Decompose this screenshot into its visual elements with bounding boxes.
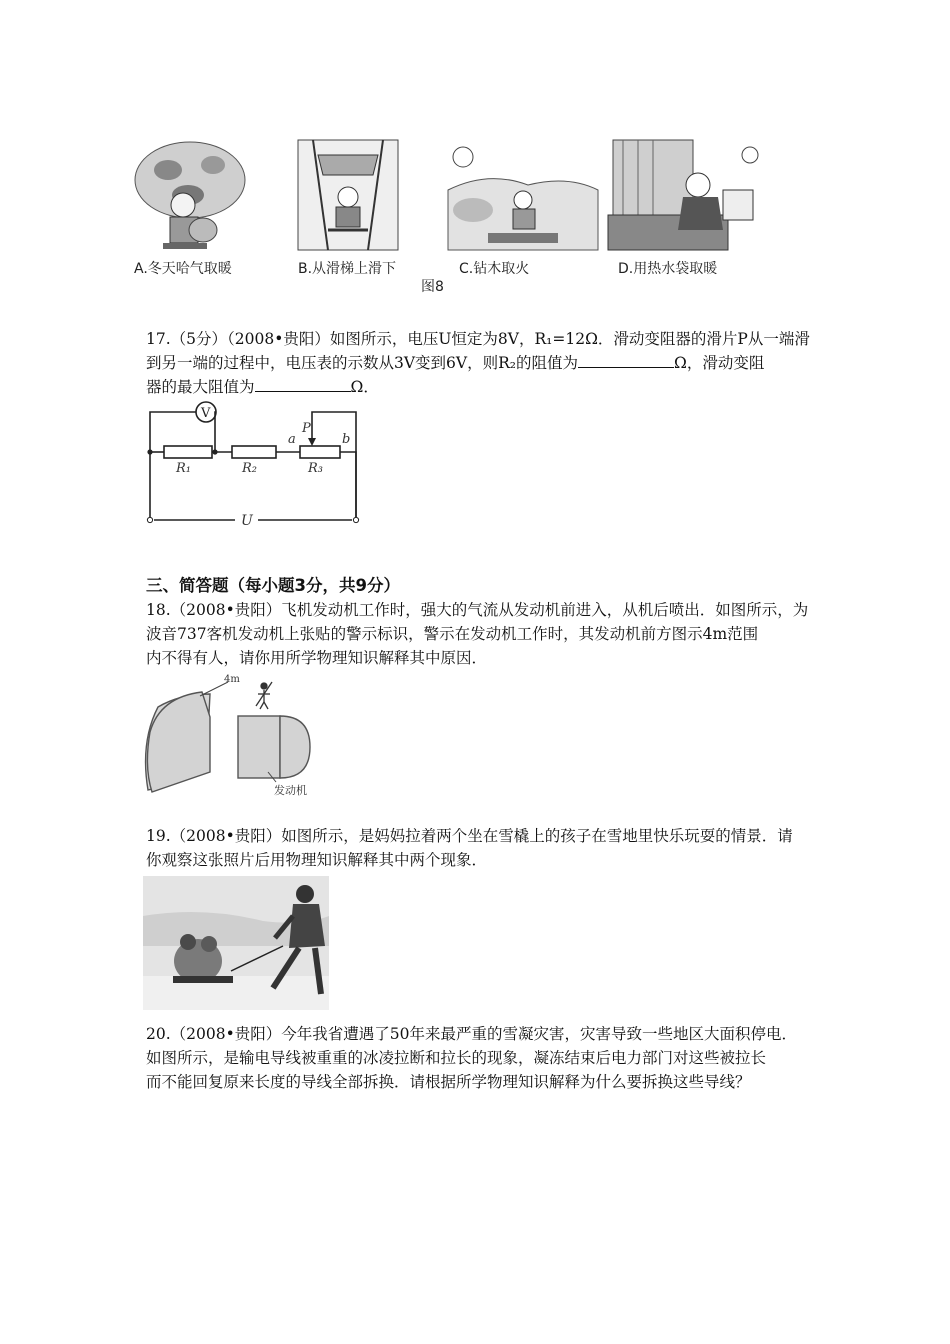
terminal-left	[147, 517, 152, 522]
resistor-r3	[300, 446, 340, 458]
resistor-r2	[232, 446, 276, 458]
question-17	[146, 327, 826, 399]
q17-line-1: 17.（5分）（2008•贵阳）如图所示，电压U恒定为8V，R₁=12Ω．滑动变阻器的滑片P从一端滑	[146, 330, 810, 348]
illustration-b	[298, 140, 398, 250]
label-u: U	[241, 513, 253, 529]
label-voltmeter: V	[201, 406, 211, 421]
caption-a: A.冬天哈气取暖	[134, 261, 232, 277]
illustration-a	[135, 142, 245, 249]
circuit-display	[140, 400, 370, 530]
q18-line-2: 波音737客机发动机上张贴的警示标识，警示在发动机工作时，其发动机前方图示4m范围	[146, 625, 759, 643]
label-a: a	[288, 432, 296, 447]
q17-line-3	[146, 375, 826, 399]
no-person-icon	[256, 682, 272, 709]
answer-blank-r3-max[interactable]	[255, 377, 351, 392]
resistor-r1	[164, 446, 212, 458]
wire-r3-right	[340, 452, 356, 520]
engine-nose	[280, 716, 310, 778]
q20-line-3: 而不能回复原来长度的导线全部拆换．请根据所学物理知识解释为什么要拆换这些导线？	[146, 1073, 751, 1091]
q20-line-2: 如图所示，是输电导线被重重的冰凌拉断和拉长的现象，凝冻结束后电力部门对这些被拉长	[146, 1049, 767, 1067]
q19-line-2: 你观察这张照片后用物理知识解释其中两个现象．	[146, 851, 488, 869]
engine-body	[238, 716, 280, 778]
slider-arrow	[308, 438, 316, 446]
q18-line-3: 内不得有人，请你用所学物理知识解释其中原因．	[146, 649, 488, 667]
q18-line-1: 18.（2008•贵阳）飞机发动机工作时，强大的气流从发动机前进入，从机后喷出．如图所示，为	[146, 601, 809, 619]
sled-photo-svg	[143, 876, 329, 1010]
caption-c: C.钻木取火	[459, 261, 530, 277]
danger-zone-left	[147, 692, 210, 792]
node-right	[212, 449, 217, 454]
question-18	[146, 598, 826, 670]
question-20	[146, 1022, 826, 1094]
q19-line-1: 19.（2008•贵阳）如图所示，是妈妈拉着两个坐在雪橇上的孩子在雪地里快乐玩耍的情景．请	[146, 827, 793, 845]
q17-line-2-unit: Ω，滑动变阻	[674, 354, 765, 372]
q17-line-3-text: 器的最大阻值为	[146, 378, 255, 396]
caption-d: D.用热水袋取暖	[618, 261, 718, 277]
label-p: P	[302, 421, 311, 436]
engine-label: 发动机	[274, 784, 307, 797]
illustration-d	[608, 140, 758, 250]
q17-line-3-unit: Ω．	[350, 378, 379, 396]
wire-voltmeter-right	[215, 412, 216, 452]
label-r1: R₁	[176, 461, 191, 476]
label-b: b	[342, 432, 351, 447]
q17-line-2	[146, 351, 826, 375]
label-r3: R₃	[308, 461, 323, 476]
illustration-c	[448, 147, 598, 250]
engine-warning-figure	[140, 672, 340, 802]
figure-label: 图8	[421, 279, 444, 295]
figure-8	[128, 135, 768, 295]
q17-line-2-text: 到另一端的过程中，电压表的示数从3V变到6V，则R₂的阻值为	[146, 354, 578, 372]
circuit-display-svg	[140, 400, 370, 530]
q20-line-1: 20.（2008•贵阳）今年我省遭遇了50年来最严重的雪凝灾害，灾害导致一些地区大面积停电．	[146, 1025, 797, 1043]
distance-label: 4m	[224, 674, 240, 685]
sled-photo	[143, 876, 329, 1010]
answer-blank-r2[interactable]	[578, 353, 674, 368]
section-3-title: 三、简答题（每小题3分，共9分）	[146, 576, 400, 595]
caption-b: B.从滑梯上滑下	[298, 261, 397, 277]
terminal-right	[353, 517, 358, 522]
label-r2: R₂	[242, 461, 257, 476]
node-left	[147, 449, 152, 454]
question-19	[146, 824, 826, 872]
engine-warning-svg	[140, 672, 340, 802]
